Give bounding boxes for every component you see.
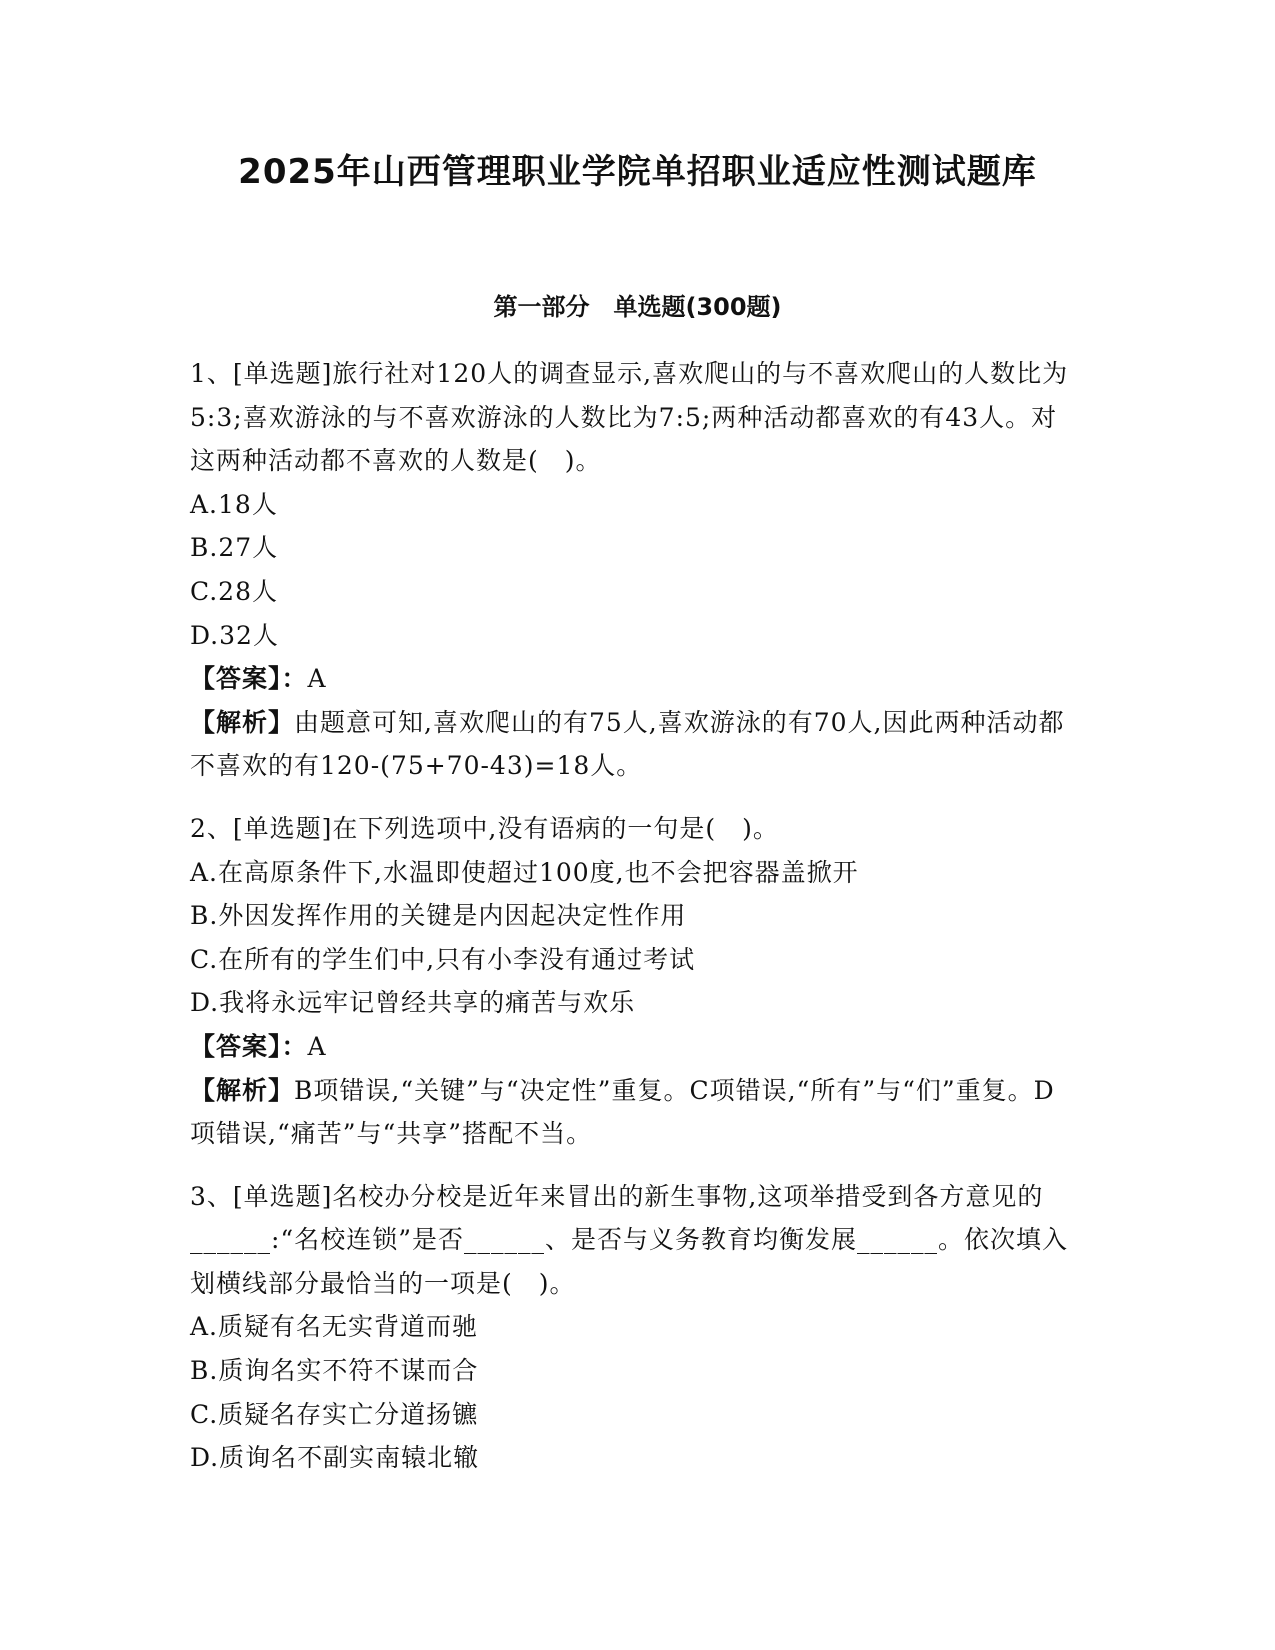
question-stem: 3、[单选题]名校办分校是近年来冒出的新生事物,这项举措受到各方意见的______:“名校连锁”是否______、是否与义务教育均衡发展______。依次填入划横线部分最恰当的一项是( )。 [190,1181,1068,1298]
analysis-text: B项错误,“关键”与“决定性”重复。C项错误,“所有”与“们”重复。D项错误,“痛苦”与“共享”搭配不当。 [190,1075,1055,1149]
question-stem: 1、[单选题]旅行社对120人的调查显示,喜欢爬山的与不喜欢爬山的人数比为5:3;喜欢游泳的与不喜欢游泳的人数比为7:5;两种活动都喜欢的有43人。对这两种活动都不喜欢的人数是( )。 [190,359,1069,476]
option-list [190,851,1080,1025]
question-1 [190,352,1080,788]
option-a: A.18人 [190,489,278,519]
option-b: B.质询名实不符不谋而合 [190,1356,479,1386]
option-list [190,483,1080,657]
answer-line [190,657,1080,701]
analysis-label: 【解析】 [190,1075,295,1105]
analysis-line [190,701,1080,788]
document-title: 2025年山西管理职业学院单招职业适应性测试题库 [238,152,1037,192]
option-c: C.在所有的学生们中,只有小李没有通过考试 [190,944,696,974]
option-d: D.32人 [190,620,279,650]
answer-line [190,1025,1080,1069]
question-3 [190,1175,1080,1480]
analysis-label: 【解析】 [190,707,295,737]
answer-value: A [307,1031,327,1061]
option-d: D.我将永远牢记曾经共享的痛苦与欢乐 [190,988,636,1018]
answer-label: 【答案】： [190,664,308,694]
question-stem: 2、[单选题]在下列选项中,没有语病的一句是( )。 [190,813,779,843]
option-c: C.28人 [190,576,278,606]
option-a: A.质疑有名无实背道而驰 [190,1312,479,1342]
option-c: C.质疑名存实亡分道扬镳 [190,1399,479,1429]
option-d: D.质询名不副实南辕北辙 [190,1443,480,1473]
answer-label: 【答案】： [190,1031,308,1061]
option-a: A.在高原条件下,水温即使超过100度,也不会把容器盖掀开 [190,857,859,887]
option-b: B.外因发挥作用的关键是内因起决定性作用 [190,901,687,931]
question-list [190,352,1080,1499]
section-title: 第一部分 单选题(300题) [493,293,782,321]
analysis-text: 由题意可知,喜欢爬山的有75人,喜欢游泳的有70人,因此两种活动都不喜欢的有120-(75+70-43)=18人。 [190,707,1065,781]
question-2 [190,807,1080,1156]
option-list [190,1305,1080,1479]
analysis-line [190,1069,1080,1156]
option-b: B.27人 [190,533,279,563]
answer-value: A [307,664,327,694]
